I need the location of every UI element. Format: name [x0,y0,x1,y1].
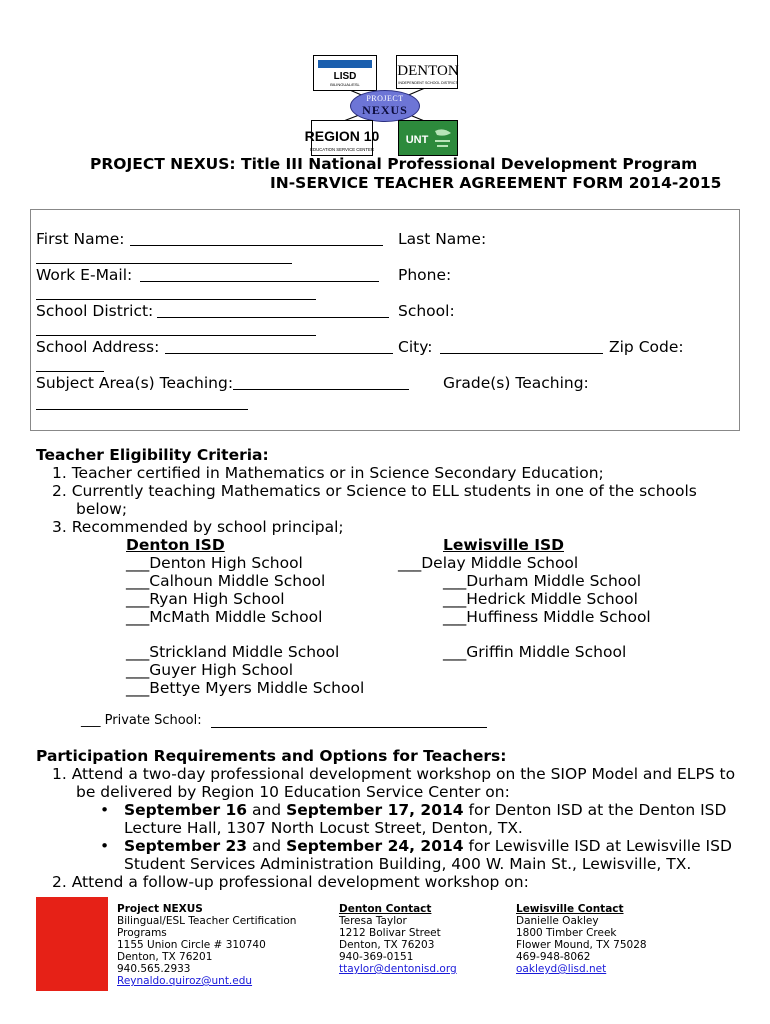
footer-denton-title: Denton Contact [339,903,432,915]
school-option-denton-high[interactable]: ___Denton High School [126,554,303,572]
workshop-denton-line [124,801,726,819]
footer-lewisville-line: 469-948-8062 [516,951,591,963]
school-district-field[interactable] [157,303,389,318]
footer-denton-line: Teresa Taylor [339,915,407,927]
nexus-logo-main: NEXUS [362,103,408,117]
lewisville-location: for Lewisville ISD at Lewisville ISD [463,837,732,855]
grades-label: Grade(s) Teaching: [443,374,589,392]
footer-nexus-line: Bilingual/ESL Teacher Certification [117,915,297,927]
school-option-bettye-myers[interactable]: ___Bettye Myers Middle School [126,679,365,697]
form-subtitle: IN-SERVICE TEACHER AGREEMENT FORM 2014-2015 [270,174,722,192]
subject-area-label: Subject Area(s) Teaching: [36,374,234,392]
footer-lewisville-line: Flower Mound, TX 75028 [516,939,647,951]
school-option-delay[interactable]: ___Delay Middle School [398,554,579,572]
zip-code-field[interactable] [36,357,104,372]
denton-date-1: September 16 [124,801,248,819]
svg-text:DENTON: DENTON [397,63,459,79]
phone-field[interactable] [36,285,316,300]
school-option-strickland[interactable]: ___Strickland Middle School [126,643,340,661]
eligibility-item-3: 3. Recommended by school principal; [52,518,344,536]
lewisville-and: and [247,837,287,855]
footer-red-block [36,897,108,991]
svg-text:UNT: UNT [405,134,429,146]
footer-nexus-line: Denton, TX 76201 [117,951,213,963]
participation-item-1: 1. Attend a two-day professional development workshop on the SIOP Model and ELPS to [52,765,736,783]
private-school-label: ___ Private School: [81,713,202,728]
school-label: School: [398,302,455,320]
svg-text:REGION 10: REGION 10 [304,128,380,144]
grades-field[interactable] [36,395,248,410]
lewisville-date-2: September 24, 2014 [286,837,464,855]
eligibility-item-2: 2. Currently teaching Mathematics or Science to ELL students in one of the schools [52,482,697,500]
bullet-2: • [100,837,110,855]
footer-denton-line: 1212 Bolivar Street [339,927,441,939]
footer-nexus-line: 1155 Union Circle # 310740 [117,939,266,951]
private-school-field[interactable] [211,714,487,728]
svg-text:LISD: LISD [333,71,357,82]
school-option-huffiness[interactable]: ___Huffiness Middle School [443,608,651,626]
first-name-label: First Name: [36,230,125,248]
footer-nexus-line: Programs [117,927,167,939]
school-option-hedrick[interactable]: ___Hedrick Middle School [443,590,638,608]
eligibility-item-1: 1. Teacher certified in Mathematics or in Science Secondary Education; [52,464,604,482]
footer-nexus-contact [117,903,296,987]
school-option-ryan-high[interactable]: ___Ryan High School [126,590,285,608]
city-field[interactable] [440,339,603,354]
city-label: City: [398,338,433,356]
nexus-logo-top: PROJECT [366,94,404,103]
subject-area-field[interactable] [233,375,409,390]
project-nexus-logo [350,90,420,122]
footer-denton-email-link[interactable]: ttaylor@dentonisd.org [339,963,457,975]
eligibility-heading: Teacher Eligibility Criteria: [36,446,269,464]
school-option-griffin[interactable]: ___Griffin Middle School [443,643,627,661]
partner-logos [305,52,465,158]
footer-denton-line: 940-369-0151 [339,951,414,963]
school-option-guyer-high[interactable]: ___Guyer High School [126,661,294,679]
workshop-denton-address: Lecture Hall, 1307 North Locust Street, Denton, TX. [124,819,523,837]
footer-lewisville-contact [516,903,647,975]
lewisville-date-1: September 23 [124,837,248,855]
footer-lewisville-line: Danielle Oakley [516,915,599,927]
school-field[interactable] [36,321,316,336]
footer-lewisville-email-link[interactable]: oakleyd@lisd.net [516,963,607,975]
phone-label: Phone: [398,266,452,284]
footer-lewisville-title: Lewisville Contact [516,903,624,915]
footer-denton-line: Denton, TX 76203 [339,939,435,951]
lisd-logo [313,55,377,91]
participation-item-2: 2. Attend a follow-up professional development workshop on: [52,873,529,891]
first-name-field[interactable] [130,231,383,246]
school-option-calhoun[interactable]: ___Calhoun Middle School [126,572,326,590]
footer-nexus-line: 940.565.2933 [117,963,191,975]
last-name-field[interactable] [36,249,292,264]
denton-location: for Denton ISD at the Denton ISD [463,801,727,819]
denton-isd-heading: Denton ISD [126,536,225,554]
footer-lewisville-line: 1800 Timber Creek [516,927,617,939]
school-address-field[interactable] [165,339,393,354]
denton-isd-logo [396,55,458,89]
denton-date-2: September 17, 2014 [286,801,464,819]
school-district-label: School District: [36,302,154,320]
form-title: PROJECT NEXUS: Title III National Professional Development Program [90,155,698,173]
unt-logo [398,120,458,156]
last-name-label: Last Name: [398,230,487,248]
work-email-label: Work E-Mail: [36,266,133,284]
school-address-label: School Address: [36,338,160,356]
footer-nexus-title: Project NEXUS [117,903,203,915]
workshop-lewisville-address: Student Services Administration Building, 400 W. Main St., Lewisville, TX. [124,855,692,873]
workshop-lewisville-line [124,837,732,855]
denton-and: and [247,801,287,819]
work-email-field[interactable] [140,267,379,282]
footer-nexus-email-link[interactable]: Reynaldo.quiroz@unt.edu [117,975,253,987]
region-10-logo [304,120,380,156]
eligibility-item-2-cont: below; [76,500,128,518]
svg-text:INDEPENDENT SCHOOL DISTRICT: INDEPENDENT SCHOOL DISTRICT [398,81,458,85]
school-option-mcmath[interactable]: ___McMath Middle School [126,608,323,626]
participation-item-1-cont: be delivered by Region 10 Education Service Center on: [76,783,510,801]
school-option-durham[interactable]: ___Durham Middle School [443,572,642,590]
bullet-1: • [100,801,110,819]
participation-heading: Participation Requirements and Options for Teachers: [36,747,507,765]
zip-code-label: Zip Code: [609,338,684,356]
svg-text:EDUCATION SERVICE CENTER: EDUCATION SERVICE CENTER [310,147,374,152]
footer-denton-contact [339,903,457,975]
svg-text:BILINGUAL/ESL: BILINGUAL/ESL [330,82,360,87]
lewisville-isd-heading: Lewisville ISD [443,536,564,554]
